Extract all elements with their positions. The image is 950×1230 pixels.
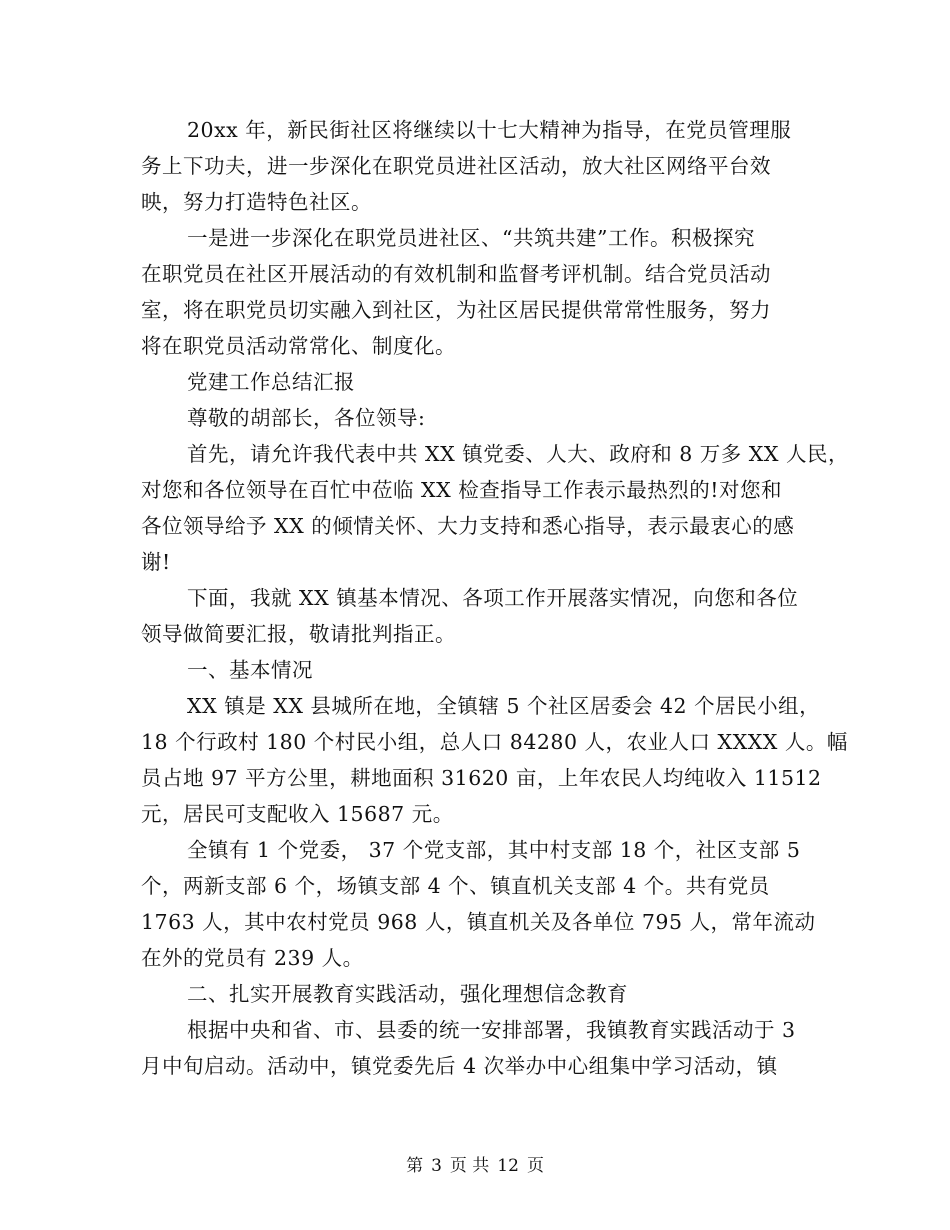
- current-page-number: 3: [431, 1156, 442, 1176]
- text-line: 将在职党员活动常常化、制度化。: [141, 334, 456, 358]
- text-line: 员占地 97 平方公里，耕地面积 31620 亩，上年农民人均纯收入 11512: [141, 766, 822, 790]
- text-line: 20xx 年，新民街社区将继续以十七大精神为指导，在党员管理服: [187, 118, 792, 142]
- footer-middle: 页 共: [449, 1156, 490, 1176]
- total-pages-number: 12: [497, 1156, 519, 1176]
- text-line: 映，努力打造特色社区。: [141, 190, 372, 214]
- text-line: 在职党员在社区开展活动的有效机制和监督考评机制。结合党员活动: [141, 262, 771, 286]
- text-line: 下面，我就 XX 镇基本情况、各项工作开展落实情况，向您和各位: [187, 586, 799, 610]
- section-heading: 二、扎实开展教育实践活动，强化理想信念教育: [187, 982, 628, 1006]
- footer-prefix: 第: [406, 1156, 424, 1176]
- text-line: 谢!: [141, 550, 171, 574]
- text-line: 务上下功夫，进一步深化在职党员进社区活动，放大社区网络平台效: [141, 154, 771, 178]
- text-line: 在外的党员有 239 人。: [141, 946, 364, 970]
- text-line: 一是进一步深化在职党员进社区、“共筑共建”工作。积极探究: [187, 226, 755, 250]
- text-line: 领导做简要汇报，敬请批判指正。: [141, 622, 456, 646]
- footer-suffix: 页: [526, 1156, 544, 1176]
- text-line: 首先，请允许我代表中共 XX 镇党委、人大、政府和 8 万多 XX 人民，: [187, 442, 850, 466]
- text-line: 元，居民可支配收入 15687 元。: [141, 802, 454, 826]
- section-heading: 党建工作总结汇报: [187, 370, 355, 394]
- text-line: 室，将在职党员切实融入到社区，为社区居民提供常常性服务，努力: [141, 298, 771, 322]
- text-line: 1763 人，其中农村党员 968 人，镇直机关及各单位 795 人，常年流动: [141, 910, 816, 934]
- text-line: 月中旬启动。活动中，镇党委先后 4 次举办中心组集中学习活动，镇: [141, 1054, 778, 1078]
- text-line: 对您和各位领导在百忙中莅临 XX 检查指导工作表示最热烈的!对您和: [141, 478, 782, 502]
- salutation-line: 尊敬的胡部长，各位领导:: [187, 406, 426, 430]
- text-line: 根据中央和省、市、县委的统一安排部署，我镇教育实践活动于 3: [187, 1018, 796, 1042]
- text-line: XX 镇是 XX 县城所在地，全镇辖 5 个社区居委会 42 个居民小组，: [187, 694, 821, 718]
- text-line: 18 个行政村 180 个村民小组，总人口 84280 人，农业人口 XXXX 人。幅: [141, 730, 848, 754]
- page-footer: [0, 1154, 950, 1178]
- text-line: 全镇有 1 个党委， 37 个党支部，其中村支部 18 个，社区支部 5: [187, 838, 801, 862]
- section-heading: 一、基本情况: [187, 658, 313, 682]
- text-line: 各位领导给予 XX 的倾情关怀、大力支持和悉心指导，表示最衷心的感: [141, 514, 795, 538]
- text-line: 个，两新支部 6 个，场镇支部 4 个、镇直机关支部 4 个。共有党员: [141, 874, 770, 898]
